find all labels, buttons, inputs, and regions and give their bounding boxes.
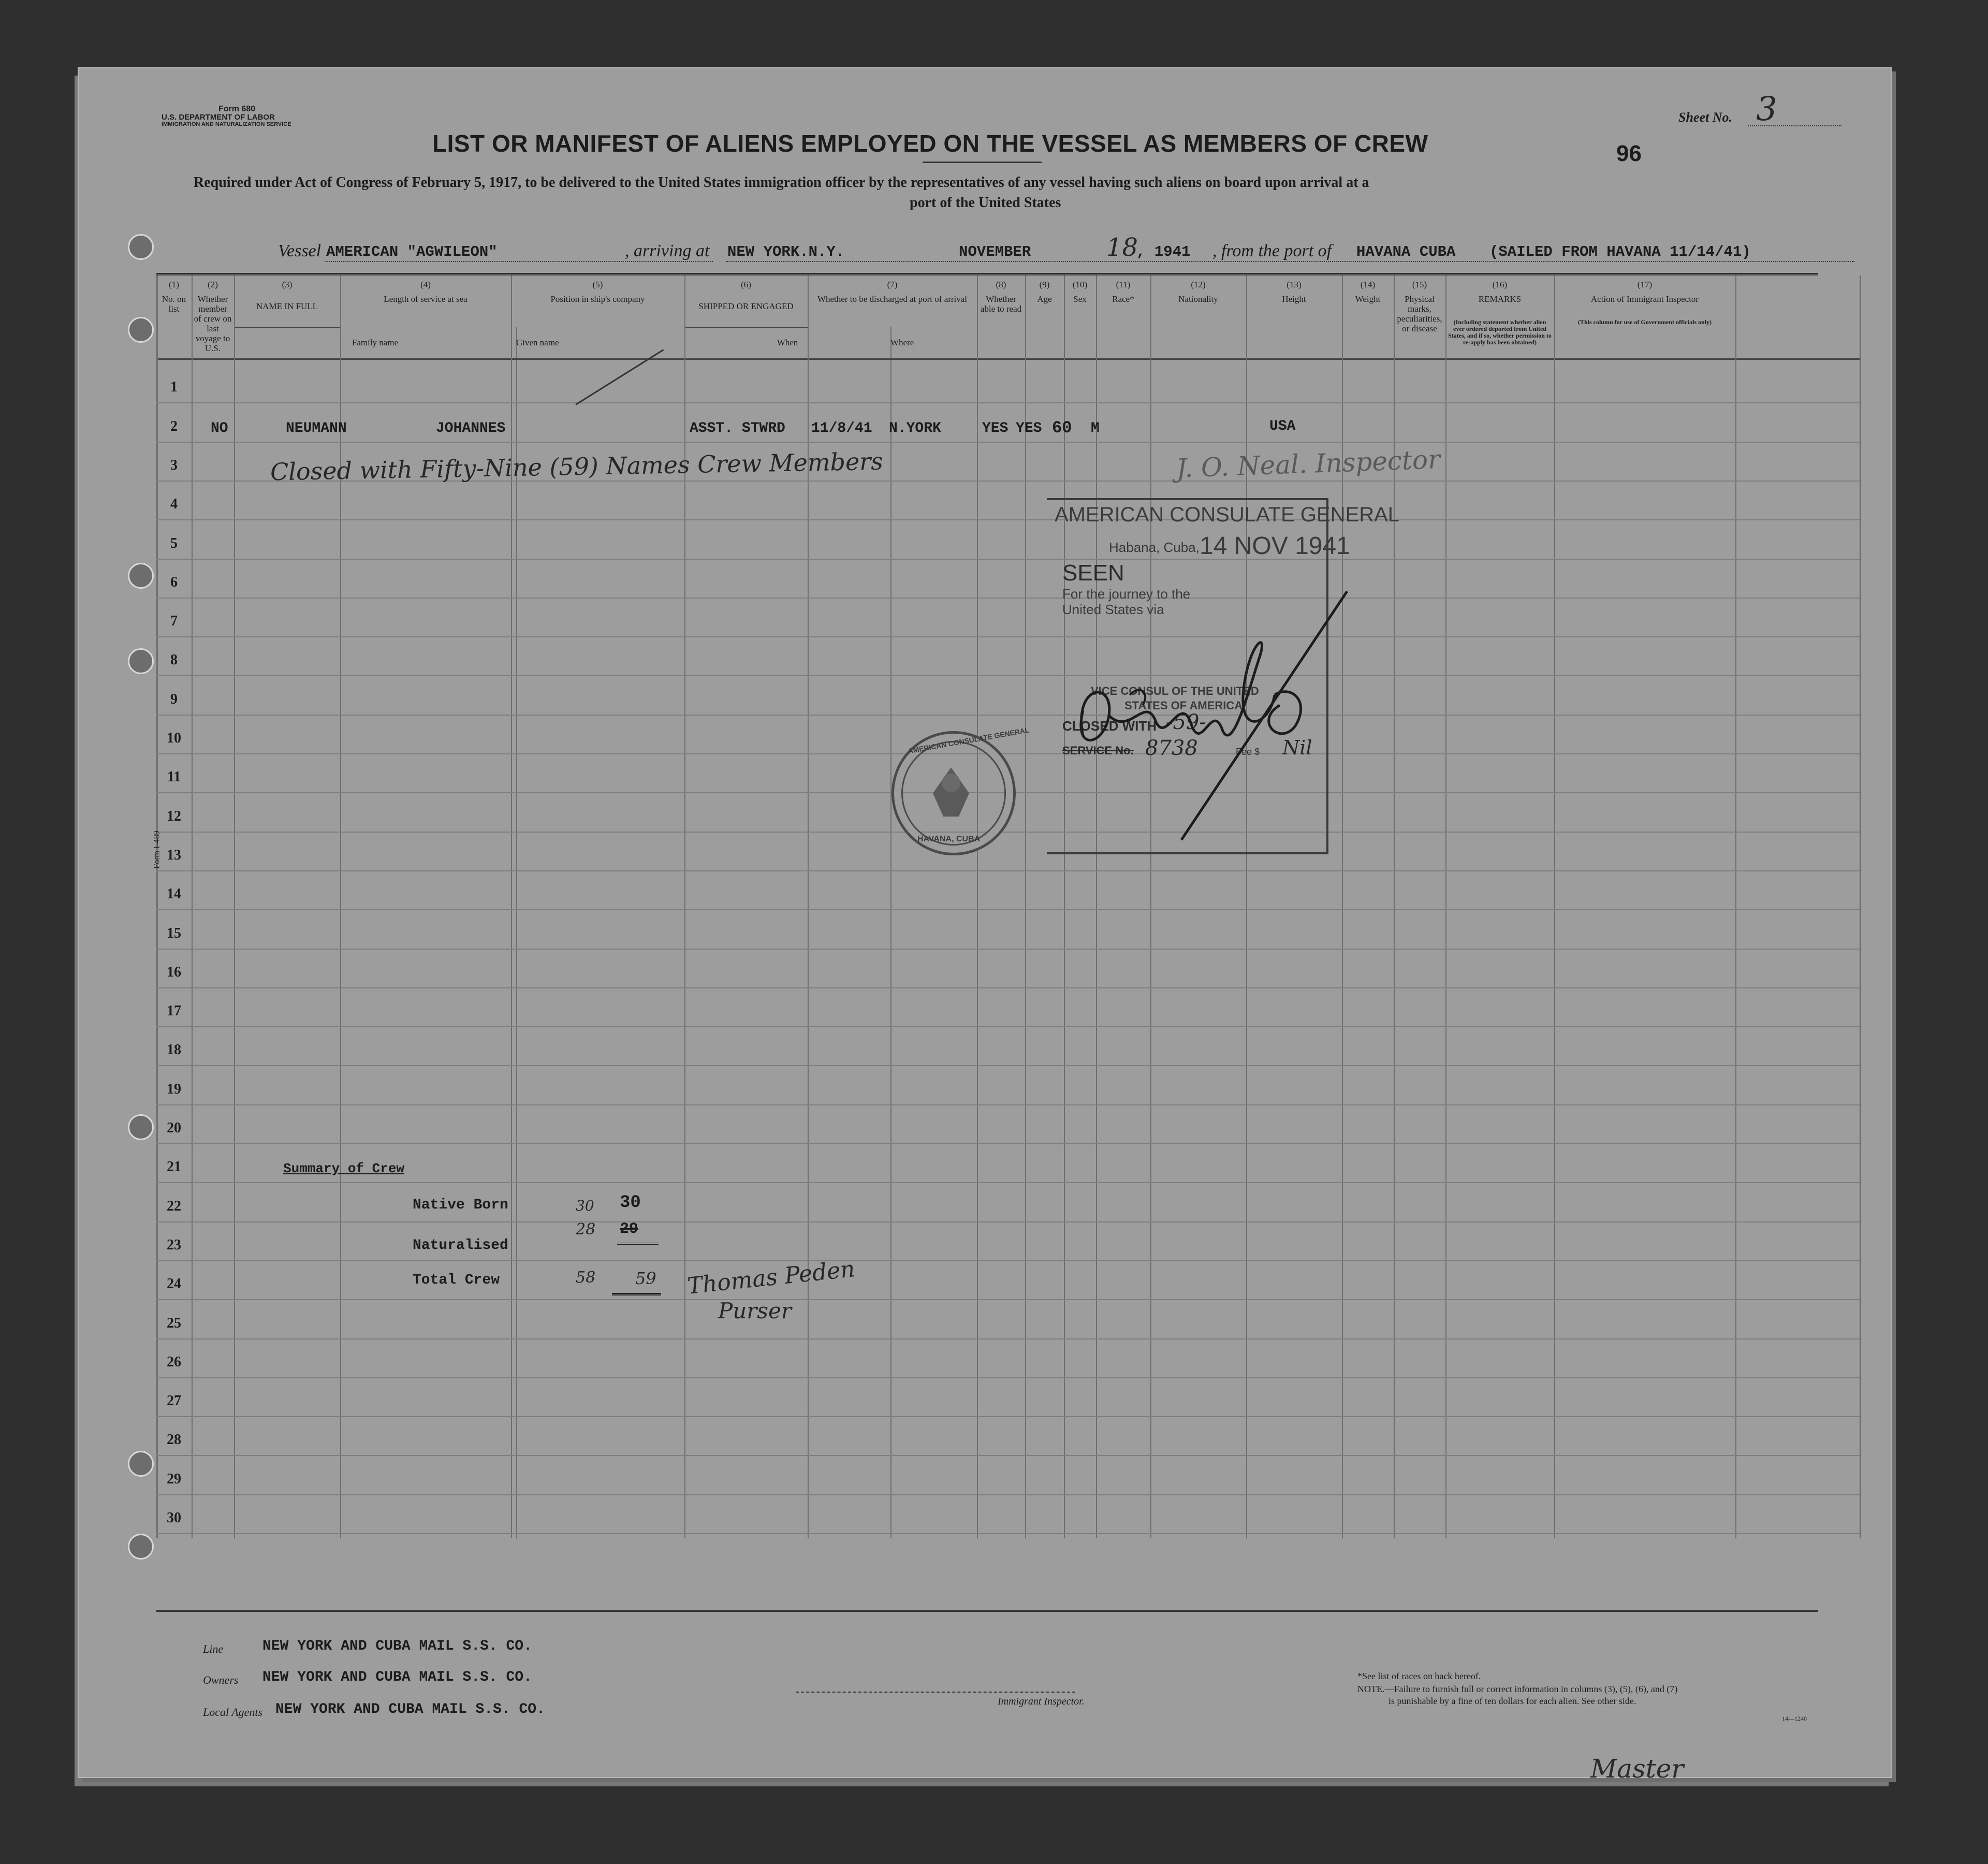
sheet-line	[1748, 125, 1841, 126]
arrival-year: , 1941	[1136, 243, 1191, 260]
column-number: (4)	[420, 280, 431, 289]
punch-hole	[128, 563, 154, 589]
inspector-signature: J. O. Neal. Inspector	[1176, 444, 1441, 484]
arrival-month: NOVEMBER	[959, 243, 1031, 260]
row-line	[156, 1416, 1860, 1417]
row-number: 7	[170, 613, 178, 630]
entry-when: 11/8/41	[811, 420, 872, 436]
column-number: (11)	[1116, 280, 1131, 289]
punch-hole	[128, 1451, 154, 1477]
column-divider	[1735, 275, 1736, 1538]
row-number: 26	[167, 1353, 181, 1370]
row-number: 1	[170, 379, 178, 396]
row-line	[156, 870, 1860, 871]
row-number: 5	[170, 535, 178, 551]
column-header: Whether member of crew on last voyage to U.S.	[194, 294, 232, 353]
consul-signature	[1052, 581, 1383, 850]
column-number: (14)	[1360, 280, 1376, 289]
seal-bottom-text: HAVANA, CUBA	[917, 835, 981, 843]
stamp-vice-consul-1: VICE CONSUL OF THE UNITED	[1091, 685, 1259, 697]
footer-inspector-label: Immigrant Inspector.	[998, 1696, 1085, 1707]
footer-owners-label: Owners	[203, 1673, 239, 1686]
row-number: 22	[167, 1198, 181, 1214]
column-header: Length of service at sea	[384, 294, 467, 304]
closing-note: Closed with Fifty-Nine (59) Names Crew Members	[270, 447, 884, 486]
row-line	[156, 1377, 1860, 1378]
column-divider	[1096, 275, 1097, 1538]
sheet-number: 3	[1756, 90, 1777, 128]
punch-hole	[128, 317, 154, 343]
summary-total-value: 59	[635, 1269, 656, 1288]
subcolumn-header: When	[777, 338, 798, 347]
summary-native-label: Native Born	[413, 1197, 508, 1213]
summary-naturalised-label: Naturalised	[413, 1237, 508, 1254]
row-number: 12	[167, 808, 181, 824]
column-note: (This column for use of Government officials only)	[1577, 318, 1712, 326]
row-line	[156, 1065, 1860, 1066]
stamp-fee-value: Nil	[1282, 736, 1312, 759]
title-underline	[923, 162, 1042, 163]
row-number: 28	[167, 1432, 181, 1448]
column-header: NAME IN FULL	[256, 301, 318, 311]
column-header: Action of Immigrant Inspector	[1590, 294, 1699, 304]
row-line	[156, 715, 1860, 716]
row-number: 24	[167, 1276, 181, 1292]
column-header: Whether able to read	[980, 294, 1022, 314]
row-line	[156, 559, 1860, 560]
entry-position: ASST. STWRD	[690, 420, 785, 436]
row-line	[156, 1494, 1860, 1495]
column-header: Position in ship's company	[550, 294, 645, 304]
summary-naturalised-value: 29	[620, 1220, 639, 1238]
footer-rule	[156, 1610, 1818, 1612]
row-line	[156, 1455, 1860, 1456]
column-header: Whether to be discharged at port of arrival	[817, 294, 968, 304]
stamp-closed-label: CLOSED WITH	[1062, 718, 1157, 734]
check-mark	[575, 349, 664, 405]
column-header: REMARKS	[1478, 294, 1522, 304]
row-number: 11	[167, 769, 181, 785]
row-line	[156, 1260, 1860, 1261]
row-number: 8	[170, 652, 178, 668]
punch-hole	[128, 1534, 154, 1560]
stamp-consulate: AMERICAN CONSULATE GENERAL	[1055, 503, 1400, 526]
summary-heading: Summary of Crew	[283, 1161, 405, 1176]
column-header: Weight	[1355, 294, 1381, 304]
column-note: (Including statement whether alien ever ordered deported from United States, and if so, whether permission to re-apply has been obtained)	[1448, 318, 1552, 346]
entry-where: N.YORK	[889, 420, 941, 436]
footer-note-2: is punishable by a fine of ten dollars for each alien. See other side.	[1388, 1696, 1636, 1706]
stamp-place: Habana, Cuba,	[1109, 540, 1200, 555]
summary-total-hand: 58	[576, 1269, 596, 1287]
row-line	[156, 402, 1860, 403]
entry-given-name: JOHANNES	[436, 420, 506, 436]
row-number: 4	[170, 496, 178, 513]
entry-age: 60	[1052, 418, 1072, 438]
column-divider	[977, 275, 978, 1538]
row-number: 23	[167, 1236, 181, 1253]
row-number: 9	[170, 691, 178, 707]
row-number: 25	[167, 1315, 181, 1331]
footer-agents-label: Local Agents	[203, 1706, 263, 1719]
column-header: SHIPPED OR ENGAGED	[698, 301, 794, 311]
from-port: HAVANA CUBA	[1356, 243, 1456, 260]
summary-total-label: Total Crew	[413, 1272, 500, 1288]
subcolumn-header: Given name	[516, 338, 559, 347]
column-header: Nationality	[1178, 294, 1218, 304]
voyage-line	[726, 261, 1854, 262]
column-header: Sex	[1073, 294, 1087, 304]
stamp-journey-2: United States via	[1062, 602, 1164, 617]
row-line	[156, 598, 1860, 599]
column-number: (6)	[741, 280, 751, 289]
sailed-date: (SAILED FROM HAVANA 11/14/41)	[1489, 243, 1751, 260]
entry-last-voyage: NO	[211, 420, 228, 436]
subcolumn-divider	[516, 327, 517, 1538]
row-line	[156, 909, 1860, 910]
sheet-label: Sheet No.	[1678, 110, 1732, 125]
summary-native-value: 30	[620, 1193, 641, 1213]
row-line	[156, 987, 1860, 988]
row-line	[156, 1299, 1860, 1300]
summary-rule-1	[617, 1243, 659, 1245]
column-number: (9)	[1039, 280, 1050, 289]
column-number: (8)	[996, 280, 1006, 289]
header-bottom-rule	[156, 358, 1860, 360]
row-line	[156, 442, 1860, 443]
manifest-sheet	[78, 67, 1892, 1784]
row-number: 17	[167, 1003, 181, 1020]
purser-title: Purser	[718, 1298, 792, 1323]
summary-native-hand: 30	[576, 1197, 594, 1214]
entry-read: YES	[1016, 420, 1042, 436]
entry-nationality: USA	[1269, 418, 1296, 434]
summary-rule-2	[612, 1293, 661, 1295]
subheader-rule	[234, 327, 340, 328]
row-line	[156, 636, 1860, 637]
row-line	[156, 519, 1860, 520]
subcolumn-divider	[890, 327, 891, 1538]
column-divider	[1150, 275, 1151, 1538]
stamp-seen: SEEN	[1062, 560, 1124, 586]
page-title: LIST OR MANIFEST OF ALIENS EMPLOYED ON THE VESSEL AS MEMBERS OF CREW	[432, 130, 1428, 157]
footer-owners-value: NEW YORK AND CUBA MAIL S.S. CO.	[262, 1669, 532, 1685]
row-number: 27	[167, 1393, 181, 1409]
column-divider	[234, 275, 235, 1538]
column-header: Height	[1282, 294, 1306, 304]
row-number: 3	[170, 457, 178, 473]
footer-line-value: NEW YORK AND CUBA MAIL S.S. CO.	[262, 1638, 532, 1654]
row-number: 13	[167, 847, 181, 863]
stamp-closed-value: -59-	[1166, 710, 1206, 734]
column-number: (2)	[208, 280, 218, 289]
stamp-journey-1: For the journey to the	[1062, 586, 1191, 602]
column-number: (15)	[1412, 280, 1427, 289]
row-number: 10	[167, 730, 181, 746]
subtitle-line-1: Required under Act of Congress of February 5, 1917, to be delivered to the United States immigration officer by the representatives of any vessel having such aliens on board upon arrival at a	[194, 174, 1369, 191]
purser-signature: Thomas Peden	[686, 1256, 856, 1300]
stamp-date: 14 NOV 1941	[1200, 532, 1350, 560]
punch-hole	[128, 648, 154, 674]
arrival-day: 18	[1106, 233, 1138, 262]
arrival-port: NEW YORK.N.Y.	[727, 243, 845, 260]
vessel-label: Vessel	[278, 241, 321, 260]
vessel-name: AMERICAN "AGWILEON"	[326, 243, 498, 260]
column-number: (1)	[169, 280, 179, 289]
footer-agents-value: NEW YORK AND CUBA MAIL S.S. CO.	[275, 1701, 545, 1717]
row-number: 18	[167, 1042, 181, 1058]
row-line	[156, 1182, 1860, 1183]
subcolumn-header: Family name	[352, 338, 399, 347]
column-number: (10)	[1072, 280, 1088, 289]
column-divider	[1025, 275, 1026, 1538]
punch-hole	[128, 234, 154, 260]
stamp-service-value: 8738	[1145, 736, 1198, 760]
column-number: (12)	[1191, 280, 1206, 289]
row-number: 16	[167, 964, 181, 980]
form-number: Form 680	[218, 105, 256, 113]
row-number: 19	[167, 1081, 181, 1097]
row-line	[156, 1143, 1860, 1144]
department-label: U.S. DEPARTMENT OF LABOR	[162, 113, 275, 122]
column-number: (5)	[592, 280, 603, 289]
master-signature: Master	[1590, 1754, 1684, 1784]
row-number: 30	[167, 1510, 181, 1526]
stamp-fee-label: Fee $	[1236, 747, 1260, 757]
column-number: (3)	[282, 280, 293, 289]
footer-note-1: NOTE.—Failure to furnish full or correct information in columns (3), (5), (6), and (7)	[1357, 1684, 1678, 1694]
page-number: 96	[1616, 141, 1642, 166]
row-line	[156, 1533, 1860, 1534]
summary-naturalised-hand: 28	[576, 1220, 596, 1239]
side-form-label: Form I-489	[152, 831, 162, 869]
column-number: (7)	[887, 280, 898, 289]
row-line	[156, 675, 1860, 676]
inspector-sign-line	[796, 1692, 1075, 1693]
row-line	[156, 1221, 1860, 1222]
column-number: (13)	[1287, 280, 1302, 289]
stamp-service-label: SERVICE No.	[1062, 744, 1134, 757]
row-line	[156, 1026, 1860, 1027]
row-line	[156, 949, 1860, 950]
stamp-vice-consul-2: STATES OF AMERICA	[1124, 699, 1243, 712]
row-number: 15	[167, 925, 181, 941]
column-header: Race*	[1112, 294, 1134, 304]
seal-top-text: AMERICAN CONSULATE GENERAL	[907, 725, 1030, 755]
service-label: IMMIGRATION AND NATURALIZATION SERVICE	[162, 121, 291, 127]
column-divider	[1064, 275, 1065, 1538]
column-header: Age	[1037, 294, 1052, 304]
footer-print-code: 14—1240	[1782, 1715, 1807, 1722]
column-number: (17)	[1637, 280, 1653, 289]
vessel-line	[325, 261, 713, 262]
entry-discharged: YES	[982, 420, 1008, 436]
row-number: 20	[167, 1120, 181, 1136]
column-divider	[1554, 275, 1555, 1538]
entry-family-name: NEUMANN	[286, 420, 347, 436]
footer-line-label: Line	[203, 1642, 224, 1655]
punch-hole	[128, 1114, 154, 1140]
entry-sex: M	[1091, 420, 1100, 436]
arriving-label: , arriving at	[625, 241, 710, 260]
subtitle-line-2: port of the United States	[910, 195, 1061, 211]
row-number: 6	[170, 574, 178, 590]
subheader-rule	[684, 327, 808, 328]
from-label: , from the port of	[1212, 241, 1332, 260]
row-number: 14	[167, 886, 181, 902]
row-number: 2	[170, 418, 178, 434]
column-divider	[1445, 275, 1446, 1538]
footer-races-note: *See list of races on back hereof.	[1357, 1671, 1481, 1681]
column-number: (16)	[1492, 280, 1508, 289]
column-header: No. on list	[162, 294, 186, 314]
column-header: Physical marks, peculiarities, or disease	[1397, 294, 1442, 333]
column-divider	[1860, 275, 1861, 1538]
row-number: 29	[167, 1470, 181, 1487]
row-line	[156, 1104, 1860, 1105]
row-number: 21	[167, 1159, 181, 1175]
column-divider	[192, 275, 193, 1538]
subcolumn-header: Where	[890, 338, 914, 347]
row-line	[156, 1338, 1860, 1339]
header-rule	[156, 273, 1818, 275]
